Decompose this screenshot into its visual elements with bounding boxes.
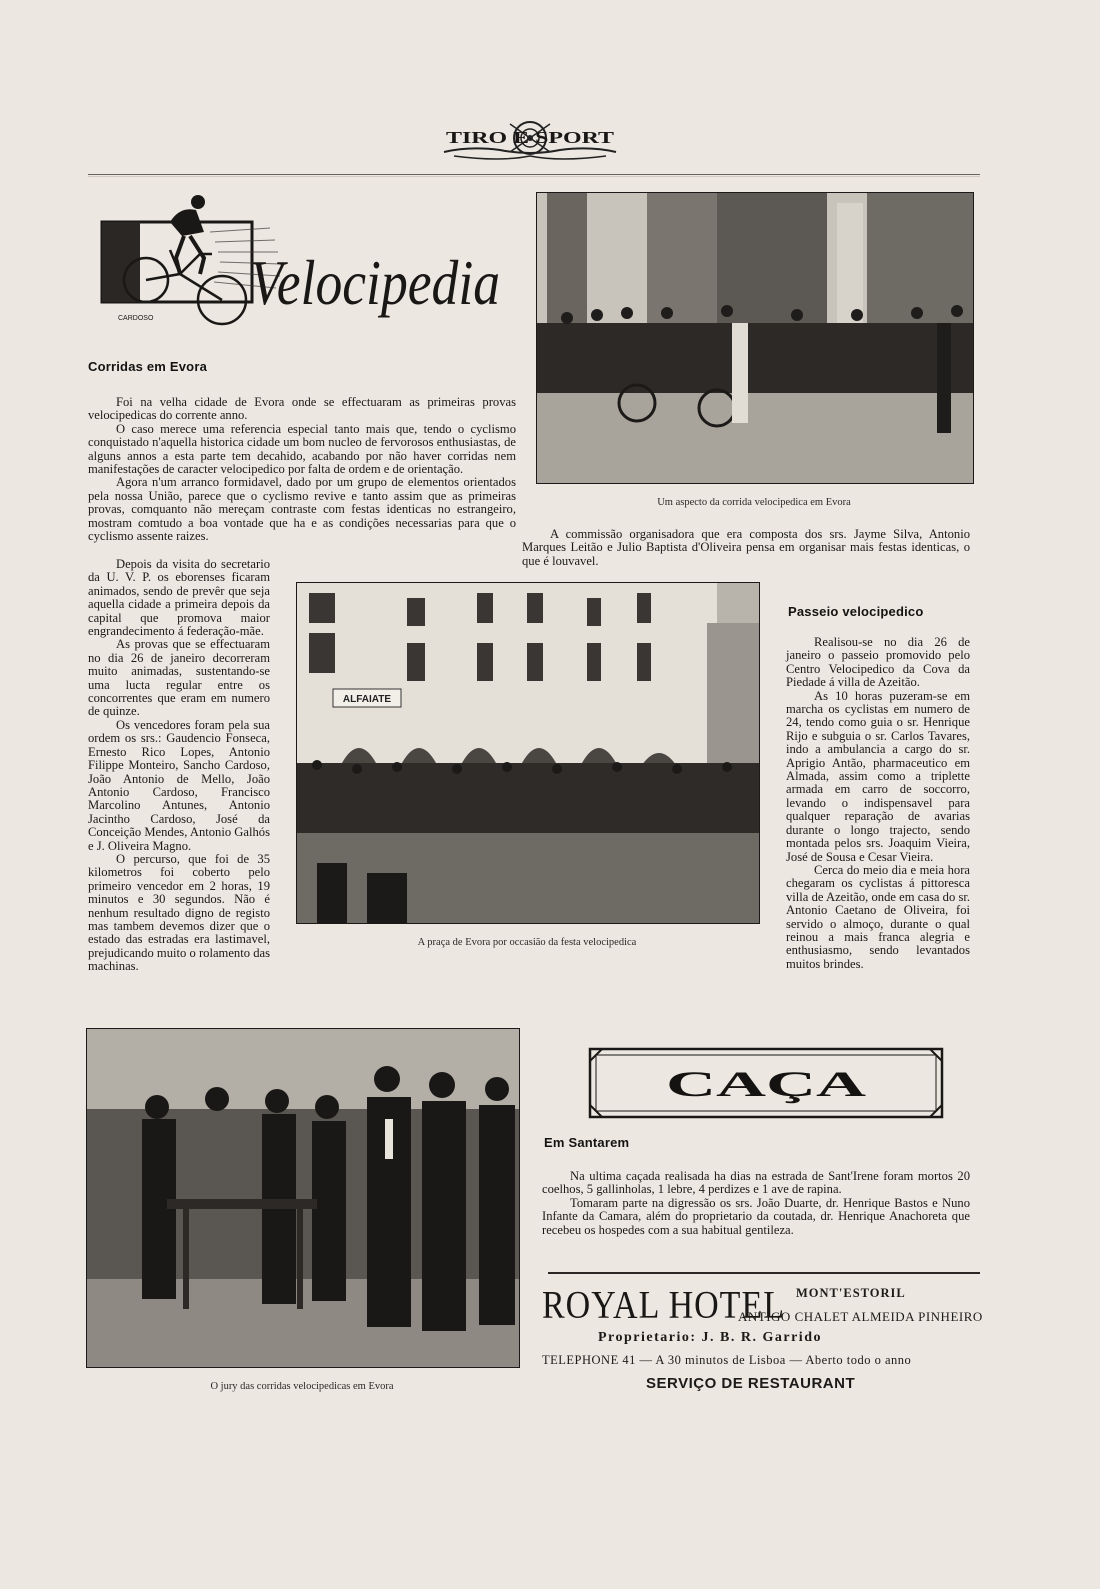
passeio-heading: Passeio velocipedico bbox=[788, 604, 924, 619]
evora-paragraph-2: O caso merece uma referencia especial tanto mais que, tendo o cyclismo conquistado n'aquella historica cidade um bom nucleo de fervorosos enthusiastas, de alguns annos a esta parte tem decahido, acabando por não haver corridas nem manifestações de caracter velocipedico por falta de ordem e de orientação. bbox=[88, 421, 516, 477]
hotel-service: SERVIÇO DE RESTAURANT bbox=[646, 1375, 856, 1392]
passeio-paragraph-1: Realisou-se no dia 26 de janeiro o passeio promovido pelo Centro Velocipedico da Cova da Piedade á villa de Azeitão. bbox=[786, 635, 970, 690]
santarem-paragraph-2: Tomaram parte na digressão os srs. João Duarte, dr. Henrique Bastos e Nuno Infante da Camara, além do proprietario da coutada, dr. Henrique Anachoreta que recebeu os hospedes com a sua habitual gentileza. bbox=[542, 1195, 970, 1237]
caption-evora-square: A praça de Evora por occasião da festa velocipedica bbox=[417, 937, 637, 948]
photo-jury bbox=[86, 1028, 520, 1368]
santarem-heading: Em Santarem bbox=[544, 1135, 630, 1150]
evora-narrow-column bbox=[88, 558, 270, 974]
evora-intro bbox=[88, 396, 516, 543]
photo-evora-square bbox=[296, 582, 760, 924]
hotel-name: ROYAL HOTEL bbox=[542, 1284, 785, 1327]
evora-paragraph-7: O percurso, que foi de 35 kilometros foi coberto pelo primeiro vencedor em 2 horas, 19 minutos e 30 segundos. Não é nenhum resultado digno de registo mas tambem devemos dizer que o estado das estradas era lastimavel, prejudicando muito o rolamento das machinas. bbox=[88, 851, 270, 974]
caption-jury: O jury das corridas velocipedicas em Evora bbox=[210, 1381, 394, 1392]
header-rule bbox=[88, 174, 980, 175]
evora-paragraph-3: Agora n'um arranco formidavel, dado por um grupo de elementos orientados pela nossa União, parece que o cyclismo revive e tanto assim que as primeiras provas, comquanto não mereçam contraste com festas identicas no estrangeiro, mostram comtudo a boa vontade que ha e as condições necessarias para que o cyclismo assente raizes. bbox=[88, 475, 516, 544]
velocipedia-signature: CARDOSO bbox=[118, 315, 154, 322]
hotel-info: TELEPHONE 41 — A 30 minutos de Lisboa — Aberto todo o anno bbox=[542, 1353, 912, 1367]
evora-commission bbox=[522, 528, 970, 568]
velocipedia-title: Velocipedia bbox=[250, 247, 500, 318]
passeio-column bbox=[786, 636, 970, 971]
photo-race-aspect bbox=[536, 192, 974, 484]
shop-sign: ALFAIATE bbox=[342, 694, 392, 705]
hotel-rule bbox=[548, 1272, 980, 1274]
evora-paragraph-6: Os vencedores foram pela sua ordem os srs.: Gaudencio Fonseca, Ernesto Rico Lopes, Antonio Filippe Monteiro, Sancho Cardoso, João Antonio de Mello, João Antonio Cardoso, Francisco Marcolino Antunes, Antonio Jacintho Cardoso, José da Conceição Mendes, Antonio Galhós e J. Oliveira Magno. bbox=[88, 717, 270, 853]
hotel-location: MONT'ESTORIL bbox=[796, 1286, 906, 1300]
caca-title: CAÇA bbox=[666, 1064, 866, 1104]
velocipedia-header bbox=[100, 192, 510, 332]
caption-race-aspect: Um aspecto da corrida velocipedica em Evora bbox=[657, 497, 851, 508]
santarem-text bbox=[542, 1170, 970, 1237]
hotel-formerly: ANTIGO CHALET ALMEIDA PINHEIRO bbox=[738, 1309, 983, 1324]
evora-heading: Corridas em Evora bbox=[88, 359, 208, 374]
passeio-paragraph-3: Cerca do meio dia e meia hora chegaram os cyclistas á pittoresca villa de Azeitão, onde em casa do sr. Antonio Caetano de Oliveira, foi servido o almoço, durante o qual reinou a mais franca alegria e enthusiasmo, sendo levantados muitos brindes. bbox=[786, 862, 970, 971]
hotel-owner: Proprietario: J. B. R. Garrido bbox=[598, 1330, 822, 1345]
evora-paragraph-4: Depois da visita do secretario da U. V. P. os eborenses ficaram animados, sendo de prevêr que seja aquella cidade a primeira depois da capital que promova maior engrandecimento á federação-mãe. bbox=[88, 557, 270, 639]
santarem-paragraph-1: Na ultima caçada realisada ha dias na estrada de Sant'Irene foram mortos 20 coelhos, 5 gallinholas, 1 lebre, 4 perdizes e 1 ave de rapina. bbox=[542, 1169, 970, 1197]
caca-banner bbox=[588, 1047, 944, 1119]
masthead-logo bbox=[440, 116, 620, 168]
masthead-text: TIRO E SPORT bbox=[446, 128, 615, 147]
passeio-paragraph-2: As 10 horas puzeram-se em marcha os cyclistas em numero de 24, tendo como guia o sr. Henrique Rijo e subguia o sr. Carlos Tavares, indo a ambulancia a cargo do sr. Aprigio Antão, pharmaceutico em Almada, assim como a triplette armada em carro de soccorro, levando o indispensavel para qualquer reparação de avarias durante o longo trajecto, sendo montada pelos srs. Joaquim Vieira, José de Sousa e Cesar Vieira. bbox=[786, 688, 970, 864]
evora-paragraph-8: A commissão organisadora que era composta dos srs. Jayme Silva, Antonio Marques Leitão e Julio Baptista d'Oliveira pensa em organisar mais festas identicas, o que é louvavel. bbox=[522, 527, 970, 568]
evora-paragraph-5: As provas que se effectuaram no dia 26 de janeiro decorreram muito animadas, sustentando-se uma lucta regular entre os concorrentes que eram em numero de quinze. bbox=[88, 637, 270, 719]
evora-paragraph-1: Foi na velha cidade de Evora onde se effectuaram as primeiras provas velocipedicas do corrente anno. bbox=[88, 395, 516, 423]
